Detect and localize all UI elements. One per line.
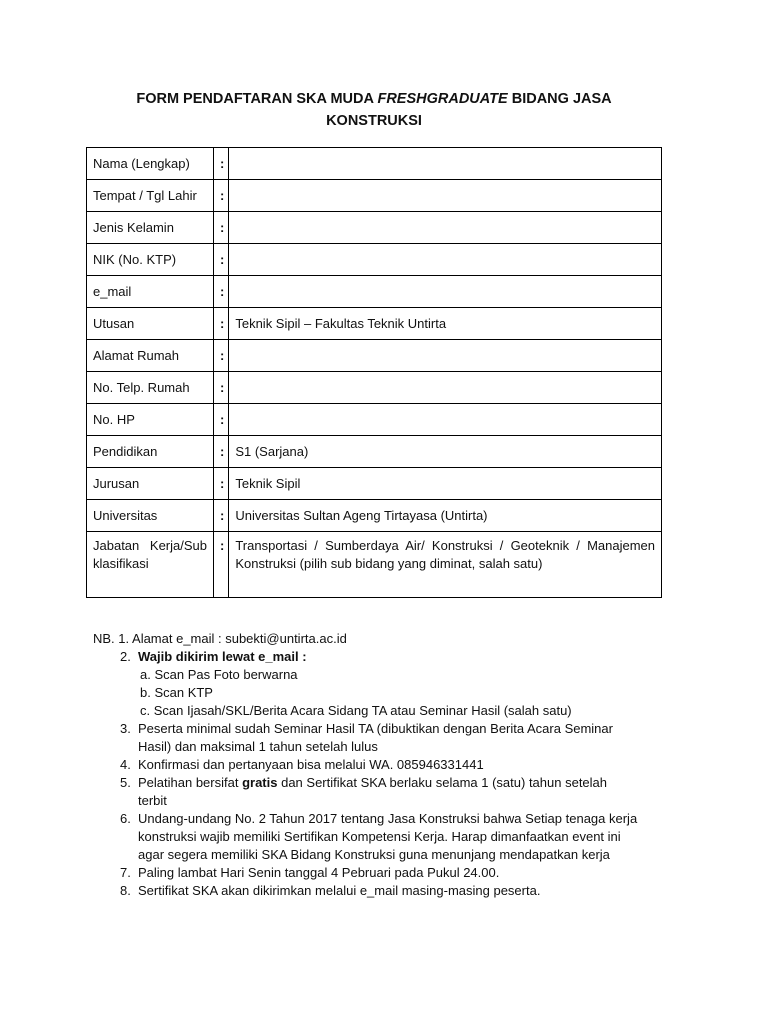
field-colon: : [214, 308, 229, 340]
form-row [87, 180, 662, 212]
field-colon: : [214, 148, 229, 180]
form-row [87, 468, 662, 500]
field-label: e_mail [87, 276, 214, 308]
field-value-universitas[interactable]: Universitas Sultan Ageng Tirtayasa (Untirta) [229, 500, 662, 532]
note-7: 7. Paling lambat Hari Senin tanggal 4 Pebruari pada Pukul 24.00. [120, 865, 500, 880]
note-3: 3. Peserta minimal sudah Seminar Hasil TA (dibuktikan dengan Berita Acara Seminar [120, 721, 613, 736]
page-title [86, 88, 662, 132]
field-label: Jurusan [87, 468, 214, 500]
field-value-tempat-tgl-lahir[interactable] [229, 180, 662, 212]
note-8: 8. Sertifikat SKA akan dikirimkan melalui e_mail masing-masing peserta. [120, 883, 541, 898]
note-3-cont: Hasil) dan maksimal 1 tahun setelah lulus [138, 739, 378, 754]
field-value-utusan[interactable]: Teknik Sipil – Fakultas Teknik Untirta [229, 308, 662, 340]
field-label: Jenis Kelamin [87, 212, 214, 244]
field-value-alamat-rumah[interactable] [229, 340, 662, 372]
field-colon: : [214, 212, 229, 244]
registration-form-table [86, 147, 662, 598]
field-colon: : [214, 340, 229, 372]
note-2: 2. Wajib dikirim lewat e_mail : [120, 649, 307, 664]
field-value-jurusan[interactable]: Teknik Sipil [229, 468, 662, 500]
field-value-no-hp[interactable] [229, 404, 662, 436]
form-row [87, 276, 662, 308]
field-value-pendidikan[interactable]: S1 (Sarjana) [229, 436, 662, 468]
field-label: Alamat Rumah [87, 340, 214, 372]
note-1: NB. 1. Alamat e_mail : subekti@untirta.ac.id [93, 631, 347, 646]
field-colon: : [214, 276, 229, 308]
field-label: Nama (Lengkap) [87, 148, 214, 180]
note-6-cont-1: konstruksi wajib memiliki Sertifikan Kompetensi Kerja. Harap dimanfaatkan event ini [138, 829, 621, 844]
note-5-cont: terbit [138, 793, 167, 808]
field-colon: : [214, 532, 229, 598]
title-line-1: FORM PENDAFTARAN SKA MUDA FRESHGRADUATE BIDANG JASA [136, 91, 612, 107]
field-label: Tempat / Tgl Lahir [87, 180, 214, 212]
field-value-jenis-kelamin[interactable] [229, 212, 662, 244]
field-colon: : [214, 404, 229, 436]
field-label: Universitas [87, 500, 214, 532]
form-row [87, 436, 662, 468]
note-4: 4. Konfirmasi dan pertanyaan bisa melalui WA. 085946331441 [120, 757, 484, 772]
note-2-sub-c: c. Scan Ijasah/SKL/Berita Acara Sidang TA atau Seminar Hasil (salah satu) [140, 703, 572, 718]
label-line: klasifikasi [93, 556, 149, 571]
jabatan-options: Transportasi / Sumberdaya Air/ Konstruksi / Geoteknik / Manajemen Konstruksi (pilih sub bidang yang diminat, salah satu) [235, 538, 655, 571]
field-colon: : [214, 244, 229, 276]
notes-section [93, 630, 675, 900]
field-label: NIK (No. KTP) [87, 244, 214, 276]
field-value-jabatan[interactable] [229, 532, 662, 598]
form-row [87, 148, 662, 180]
field-colon: : [214, 180, 229, 212]
field-value-nik[interactable] [229, 244, 662, 276]
form-row-jabatan [87, 532, 662, 598]
field-colon: : [214, 500, 229, 532]
note-5: 5. Pelatihan bersifat gratis dan Sertifikat SKA berlaku selama 1 (satu) tahun setelah [120, 775, 608, 790]
field-label-jabatan [87, 532, 214, 598]
note-2-sub-b: b. Scan KTP [140, 685, 213, 700]
label-line: Jabatan Kerja/Sub [93, 538, 207, 553]
form-row [87, 500, 662, 532]
field-label: No. Telp. Rumah [87, 372, 214, 404]
field-value-telp-rumah[interactable] [229, 372, 662, 404]
field-colon: : [214, 372, 229, 404]
field-label: Pendidikan [87, 436, 214, 468]
field-label: Utusan [87, 308, 214, 340]
title-line-2: KONSTRUKSI [326, 113, 422, 129]
title-italic: FRESHGRADUATE [377, 91, 508, 107]
form-row [87, 244, 662, 276]
field-label: No. HP [87, 404, 214, 436]
note-6-cont-2: agar segera memiliki SKA Bidang Konstruksi guna menunjang mendapatkan kerja [138, 847, 610, 862]
field-value-email[interactable] [229, 276, 662, 308]
field-colon: : [214, 468, 229, 500]
field-value-nama[interactable] [229, 148, 662, 180]
note-2-sub-a: a. Scan Pas Foto berwarna [140, 667, 298, 682]
field-colon: : [214, 436, 229, 468]
form-row [87, 340, 662, 372]
form-row [87, 404, 662, 436]
note-6: 6. Undang-undang No. 2 Tahun 2017 tentang Jasa Konstruksi bahwa Setiap tenaga kerja [120, 811, 638, 826]
form-row [87, 308, 662, 340]
form-row [87, 372, 662, 404]
form-row [87, 212, 662, 244]
